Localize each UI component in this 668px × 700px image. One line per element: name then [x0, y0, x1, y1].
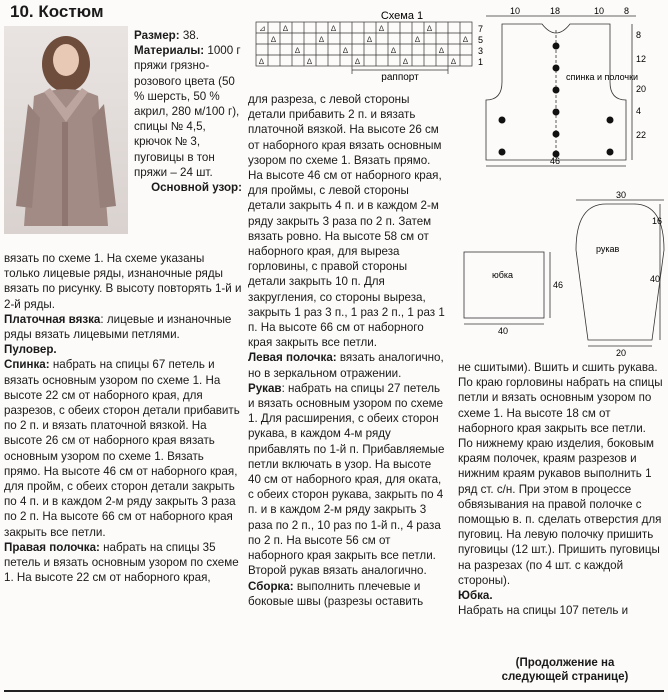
- materials-label: Материалы:: [134, 44, 205, 58]
- svg-text:∆: ∆: [391, 46, 396, 55]
- sleeve-piece-label: рукав: [596, 244, 620, 254]
- model-photo: [4, 26, 128, 234]
- sleeve-dim: 20: [616, 348, 627, 358]
- right-front-label: Правая полочка:: [4, 540, 100, 554]
- skirt-dim: 40: [498, 326, 509, 336]
- assembly-continued: не сшитыми). Вшить и сшить рукава. По краю горловины набрать на спицы петли и вязать основным узором по схеме 1. На высоте 18 см от наборного края закрыть все петли. По нижнему краю изделия, боковым краям полочек, краям разрезов и нижним краям рукавов выполнить 1 ряд ст. с/н. При этом в процессе обвязывания на правой полочке с помощью в. п. сделать отверстия для пуговиц. На левую полочку пришить пуговицы (12 шт.). Пришить пуговицы на разрезах (по 4 шт. с каждой стороны).: [458, 361, 663, 587]
- assembly-label: Сборка:: [248, 579, 294, 593]
- dim-side: 20: [636, 84, 647, 94]
- row-number: 5: [478, 35, 484, 45]
- sleeve-dim: 16: [652, 216, 663, 226]
- svg-text:∆: ∆: [331, 24, 336, 33]
- svg-text:∆: ∆: [295, 46, 300, 55]
- right-front-continued: для разреза, с левой стороны детали прибавить 2 п. и вязать платочной вязкой. На высоте 26 см от наборного края вязать основным узором по схеме 1. Вязать прямо. На высоте 46 см от наборного края, для проймы, с левой стороны детали закрыть 4 п. и в каждом 2-м ряду закрыть 3 раза по 2 п. Затем вязать ровно. На высоте 58 см от наборного края, для выреза горловины, с правой стороны детали закрыть 10 п. Для закругления, со стороны выреза, закрыть 1 раз 3 п., 1 раз 2 п., 1 раз 1 п. На высоте 66 см от наборного края закрыть все петли.: [248, 93, 445, 350]
- right-front-text: набрать на спицы 35 петель и вязать основным узором по схеме 1. На высоте 22 см от наборного края,: [4, 540, 239, 585]
- dim-top: 10: [510, 6, 521, 16]
- svg-text:∆: ∆: [307, 57, 312, 66]
- svg-text:∆: ∆: [379, 24, 384, 33]
- garter-label: Платочная вязка: [4, 312, 101, 326]
- size-label: Размер:: [134, 29, 180, 42]
- sleeve-text: : набрать на спицы 27 петель и вязать основным узором по схеме 1. Для расширения, с обеих сторон рукава, в каждом 4-м ряду прибавлять по 1-й п. Прибавляемые петли включать в узор. На высоте 40 см от наборного края, для оката, с обеих сторон рукава, закрыть по 4 п. и в каждом 2-м ряду закрыть 3 раза по 2 п., 10 раз по 1-й п., 4 раза по 2 п. На высоте 56 см от наборного края закрыть все петли. Второй рукав вязать аналогично.: [248, 381, 445, 578]
- sleeve-dim: 40: [650, 274, 661, 284]
- svg-text:∆: ∆: [451, 57, 456, 66]
- sleeve-label: Рукав: [248, 381, 282, 395]
- repeat-label: раппорт: [381, 72, 419, 82]
- size-value: 38.: [182, 29, 199, 42]
- row-number: 1: [478, 57, 484, 67]
- skirt-dim: 46: [553, 280, 564, 290]
- svg-text:∆: ∆: [259, 57, 264, 66]
- svg-text:∆: ∆: [271, 35, 276, 44]
- back-label: Спинка:: [4, 358, 50, 372]
- skirt-text: Набрать на спицы 107 петель и: [458, 604, 629, 618]
- back-text: набрать на спицы 67 петель и вязать основным узором по схеме 1. На высоте 22 см от наборного края, для разрезов, с обеих сторон детали прибавить по 2 п. и вязать платочной вязкой. На высоте 26 см от наборного края вязать основным узором по схеме 1. Вязать прямо. На высоте 46 см от наборного края, для пройм, с обеих сторон детали закрыть по 4 п. и в каждом 2-м ряду закрыть 3 раза по 2 п. На высоте 66 см от наборного края закрыть все петли.: [4, 358, 240, 539]
- pullover-heading: Пуловер.: [4, 343, 57, 357]
- left-front-label: Левая полочка:: [248, 351, 337, 365]
- svg-text:∆: ∆: [283, 24, 288, 33]
- dim-side: 22: [636, 130, 647, 140]
- continuation-note: (Продолжение на следующей странице): [501, 657, 629, 683]
- svg-text:∆: ∆: [355, 57, 360, 66]
- svg-text:∆: ∆: [403, 57, 408, 66]
- article-title: 10. Костюм: [10, 2, 104, 21]
- svg-text:∆: ∆: [439, 46, 444, 55]
- assembly-text: выполнить плечевые и боковые швы (разрезы оставить: [248, 579, 424, 608]
- skirt-heading: Юбка.: [458, 589, 493, 603]
- pattern-label: Основной узор:: [151, 181, 242, 195]
- dim-top: 18: [550, 6, 561, 16]
- pattern-text: вязать по схеме 1. На схеме указаны только лицевые ряды, изнаночные ряды вязать по рисунку. В высоту повторять 1-й и 2-й ряды.: [4, 252, 242, 311]
- dim-top: 8: [624, 6, 630, 16]
- row-number: 3: [478, 46, 484, 56]
- skirt-piece-label: юбка: [492, 270, 514, 280]
- row-number: 7: [478, 24, 484, 34]
- dim-top: 10: [594, 6, 605, 16]
- svg-text:∆: ∆: [427, 24, 432, 33]
- left-front-text: вязать аналогично, но в зеркальном отражении.: [248, 351, 444, 380]
- garter-text: : лицевые и изнаночные ряды вязать лицевыми петлями.: [4, 312, 232, 342]
- svg-text:∆: ∆: [415, 35, 420, 44]
- bottom-rule: [4, 690, 664, 692]
- back-piece-label: спинка и полочки: [566, 72, 639, 82]
- svg-text:∆: ∆: [343, 46, 348, 55]
- scheme-title: Схема 1: [380, 10, 424, 22]
- pattern-diagram: [456, 2, 666, 358]
- svg-text:∆: ∆: [463, 35, 468, 44]
- sleeve-dim: 30: [616, 190, 627, 200]
- dim-side: 12: [636, 54, 647, 64]
- dim-side: 4: [636, 106, 642, 116]
- dim-width: 46: [550, 156, 561, 166]
- svg-text:∆: ∆: [367, 35, 372, 44]
- svg-text:∆: ∆: [319, 35, 324, 44]
- svg-text:⊿: ⊿: [259, 24, 266, 33]
- dim-side: 8: [636, 30, 642, 40]
- materials-text: 1000 г пряжи грязно-розового цвета (50 % шерсть, 50 % акрил, 280 м/100 г), спицы № 4,5, крючок № 3, пуговицы в тон пряжи – 24 шт.: [134, 44, 241, 179]
